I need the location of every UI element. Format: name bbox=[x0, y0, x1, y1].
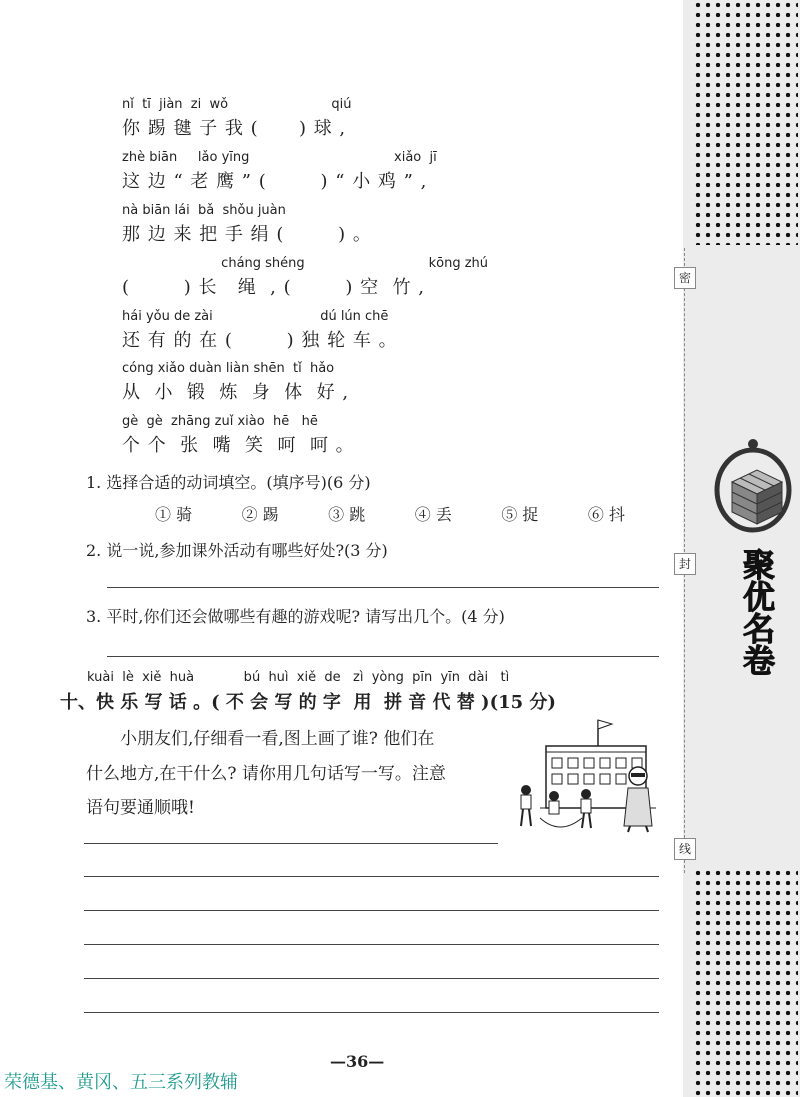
option-6: ⑥ 抖 bbox=[587, 505, 625, 524]
binding-mark-xian: 线 bbox=[674, 838, 696, 860]
pinyin-line-7: gè gè zhāng zuǐ xiào hē hē bbox=[122, 414, 318, 429]
footer-publisher: 荣德基、黄冈、五三系列教辅 bbox=[4, 1072, 238, 1093]
writing-line-6[interactable] bbox=[84, 1012, 659, 1013]
option-3: ③ 跳 bbox=[328, 505, 366, 524]
binding-mark-mi: 密 bbox=[674, 267, 696, 289]
pinyin-line-4: cháng shéng kōng zhú bbox=[122, 256, 489, 271]
pinyin-line-1: nǐ tī jiàn zi wǒ qiú bbox=[122, 97, 352, 112]
brand-title: 聚优名卷 bbox=[738, 548, 776, 676]
answer-line-q2[interactable] bbox=[107, 587, 659, 588]
question-2: 2. 说一说,参加课外活动有哪些好处?(3 分) bbox=[86, 541, 388, 560]
poem bbox=[122, 97, 351, 140]
page-number: —36— bbox=[330, 1052, 385, 1071]
poem-block-6 bbox=[122, 361, 349, 404]
prompt-line-2: 什么地方,在干什么? 请你用几句话写一写。注意 bbox=[86, 764, 446, 784]
option-4: ④ 丢 bbox=[414, 505, 452, 524]
poem-block-3 bbox=[122, 203, 372, 246]
pinyin-line-5: hái yǒu de zài dú lún chē bbox=[122, 309, 389, 324]
answer-line-q3[interactable] bbox=[107, 656, 659, 657]
option-5: ⑤ 捉 bbox=[501, 505, 539, 524]
poem-line-4: ( ) 长 绳 , ( ) 空 竹 , bbox=[122, 277, 426, 298]
writing-line-4[interactable] bbox=[84, 944, 659, 945]
poem-block-7 bbox=[122, 414, 355, 457]
poem-line-3: 那 边 来 把 手 绢 ( ) 。 bbox=[122, 224, 372, 245]
poem-block-4 bbox=[122, 256, 488, 299]
question-1: 1. 选择合适的动词填空。(填序号)(6 分) bbox=[86, 473, 371, 492]
writing-line-2[interactable] bbox=[84, 876, 659, 877]
pinyin-line-6: cóng xiǎo duàn liàn shēn tǐ hǎo bbox=[122, 361, 335, 376]
option-1: ① 骑 bbox=[155, 505, 193, 524]
option-2: ② 踢 bbox=[241, 505, 279, 524]
poem-line-1: 你 踢 毽 子 我 ( ) 球 , bbox=[122, 118, 347, 139]
dot-pattern-top bbox=[693, 0, 798, 245]
rubik-cube-logo-icon bbox=[712, 432, 794, 542]
question-3: 3. 平时,你们还会做哪些有趣的游戏呢? 请写出几个。(4 分) bbox=[86, 607, 505, 626]
dot-pattern-bottom bbox=[693, 868, 798, 1097]
writing-line-3[interactable] bbox=[84, 910, 659, 911]
section-10-title: 十、快 乐 写 话 。( 不 会 写 的 字 用 拼 音 代 替 )(15 分) bbox=[60, 692, 556, 713]
poem-line-7: 个 个 张 嘴 笑 呵 呵 。 bbox=[122, 435, 355, 456]
pinyin-line-2: zhè biān lǎo yīng xiǎo jī bbox=[122, 150, 437, 165]
verb-options bbox=[155, 502, 625, 525]
poem-line-6: 从 小 锻 炼 身 体 好 , bbox=[122, 382, 350, 403]
poem-block-2 bbox=[122, 150, 437, 193]
writing-line-1[interactable] bbox=[84, 843, 498, 844]
binding-mark-feng: 封 bbox=[674, 553, 696, 575]
poem-block-5 bbox=[122, 309, 398, 352]
pinyin-line-3: nà biān lái bǎ shǒu juàn bbox=[122, 203, 286, 218]
prompt-line-1: 小朋友们,仔细看一看,图上画了谁? 他们在 bbox=[120, 729, 435, 749]
poem-line-2: 这 边 “ 老 鹰 ” ( ) “ 小 鸡 ” , bbox=[122, 171, 428, 192]
school-children-illustration bbox=[510, 718, 660, 833]
poem-line-5: 还 有 的 在 ( ) 独 轮 车 。 bbox=[122, 330, 398, 351]
prompt-line-3: 语句要通顺哦! bbox=[86, 798, 195, 818]
writing-line-5[interactable] bbox=[84, 978, 659, 979]
section-10-pinyin: kuài lè xiě huà bú huì xiě de zì yòng pīn yīn dài tì bbox=[87, 670, 510, 685]
